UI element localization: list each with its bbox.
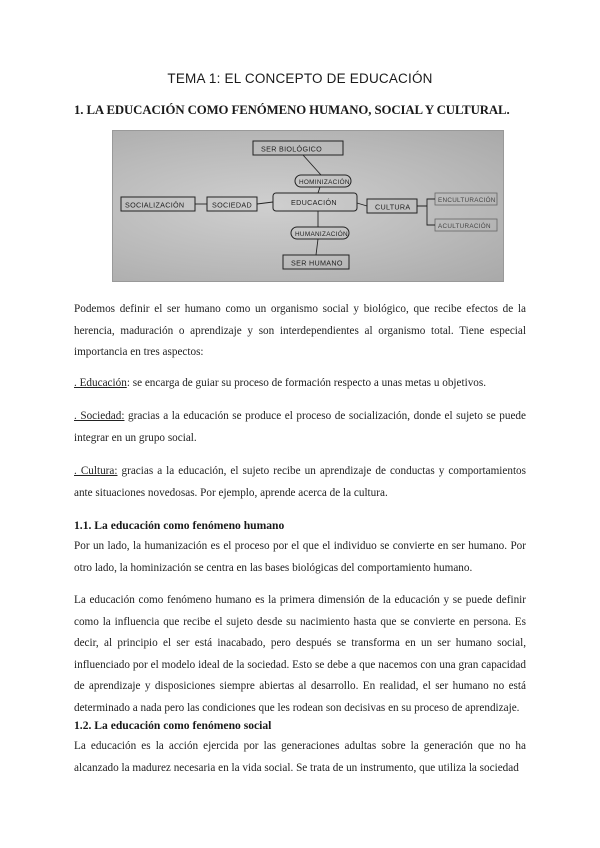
label-humanizacion: HUMANIZACIÓN: [295, 231, 348, 238]
section-heading: 1. LA EDUCACIÓN COMO FENÓMENO HUMANO, SOCIAL Y CULTURAL.: [74, 103, 510, 117]
subsection-heading-social: 1.2. La educación como fenómeno social: [74, 719, 272, 732]
connector-cultura-branches: [417, 199, 435, 225]
subsection-social-paragraph-1: La educación es la acción ejercida por las generaciones adultas sobre la generación que no ha alcanzado la madurez necesaria en la vida social. Se trata de un instrumento, que utiliza la sociedad: [74, 740, 526, 774]
label-sociedad: SOCIEDAD: [212, 200, 252, 210]
aspect-term: . Educación: [74, 377, 127, 389]
label-aculturacion: ACULTURACIÓN: [438, 223, 491, 230]
aspect-term: . Sociedad:: [74, 410, 125, 422]
subsection-heading-humano: 1.1. La educación como fenómeno humano: [74, 519, 285, 532]
label-ser-biologico: SER BIOLÓGICO: [261, 144, 323, 154]
page-title: TEMA 1: EL CONCEPTO DE EDUCACIÓN: [167, 71, 433, 86]
aspect-cultura: [74, 461, 526, 504]
concept-diagram: [112, 130, 504, 282]
label-hominizacion: HOMINIZACIÓN: [299, 179, 350, 186]
aspect-term: . Cultura:: [74, 465, 118, 477]
label-socializacion: SOCIALIZACIÓN: [125, 200, 185, 210]
intro-paragraph: Podemos definir el ser humano como un organismo social y biológico, que recibe efectos de la herencia, maduración o aprendizaje y son interdependientes al organismo total. Tiene especial importancia en tres aspectos:: [74, 303, 526, 358]
aspect-sociedad: [74, 406, 526, 449]
connector-hominizacion-ser-biologico: [303, 155, 321, 175]
subsection-humano-paragraph-1: Por un lado, la humanización es el proceso por el que el individuo se convierte en ser humano. Por otro lado, la hominización se centra en las bases biológicas del comportamiento humano.: [74, 540, 526, 574]
label-enculturacion: ENCULTURACIÓN: [438, 197, 496, 204]
label-educacion: EDUCACIÓN: [291, 198, 337, 207]
label-ser-humano: SER HUMANO: [291, 258, 343, 268]
aspect-text: gracias a la educación, el sujeto recibe un aprendizaje de conductas y comportamientos ante situaciones novedosas. Por ejemplo, aprende acerca de la cultura.: [74, 465, 526, 499]
connector-educacion-hominizacion: [318, 187, 320, 193]
aspect-educacion: [74, 373, 526, 395]
subsection-humano-paragraph-2: La educación como fenómeno humano es la primera dimensión de la educación y se puede definir como la influencia que recibe el sujeto desde su nacimiento hasta que se convierte en persona. Es decir, al principio el ser está inacabado, pero después se transforma en un ser humano social, influenciado por el modelo ideal de la sociedad. Esto se debe a que nacemos con una gran capacidad de aprendizaje y disposiciones siempre abiertas al desarrollo. En realidad, el ser humano no está determinado a nada pero las condiciones que les rodean son decisivas en su proceso de aprendizaje.: [74, 594, 526, 714]
connector-sociedad-educacion: [257, 202, 273, 204]
connector-educacion-cultura: [357, 203, 367, 206]
aspect-text: gracias a la educación se produce el proceso de socialización, donde el sujeto se puede integrar en un grupo social.: [74, 410, 526, 444]
label-cultura: CULTURA: [375, 202, 411, 212]
connector-humanizacion-ser-humano: [316, 239, 318, 255]
aspect-text: : se encarga de guiar su proceso de formación respecto a unas metas u objetivos.: [126, 377, 487, 389]
